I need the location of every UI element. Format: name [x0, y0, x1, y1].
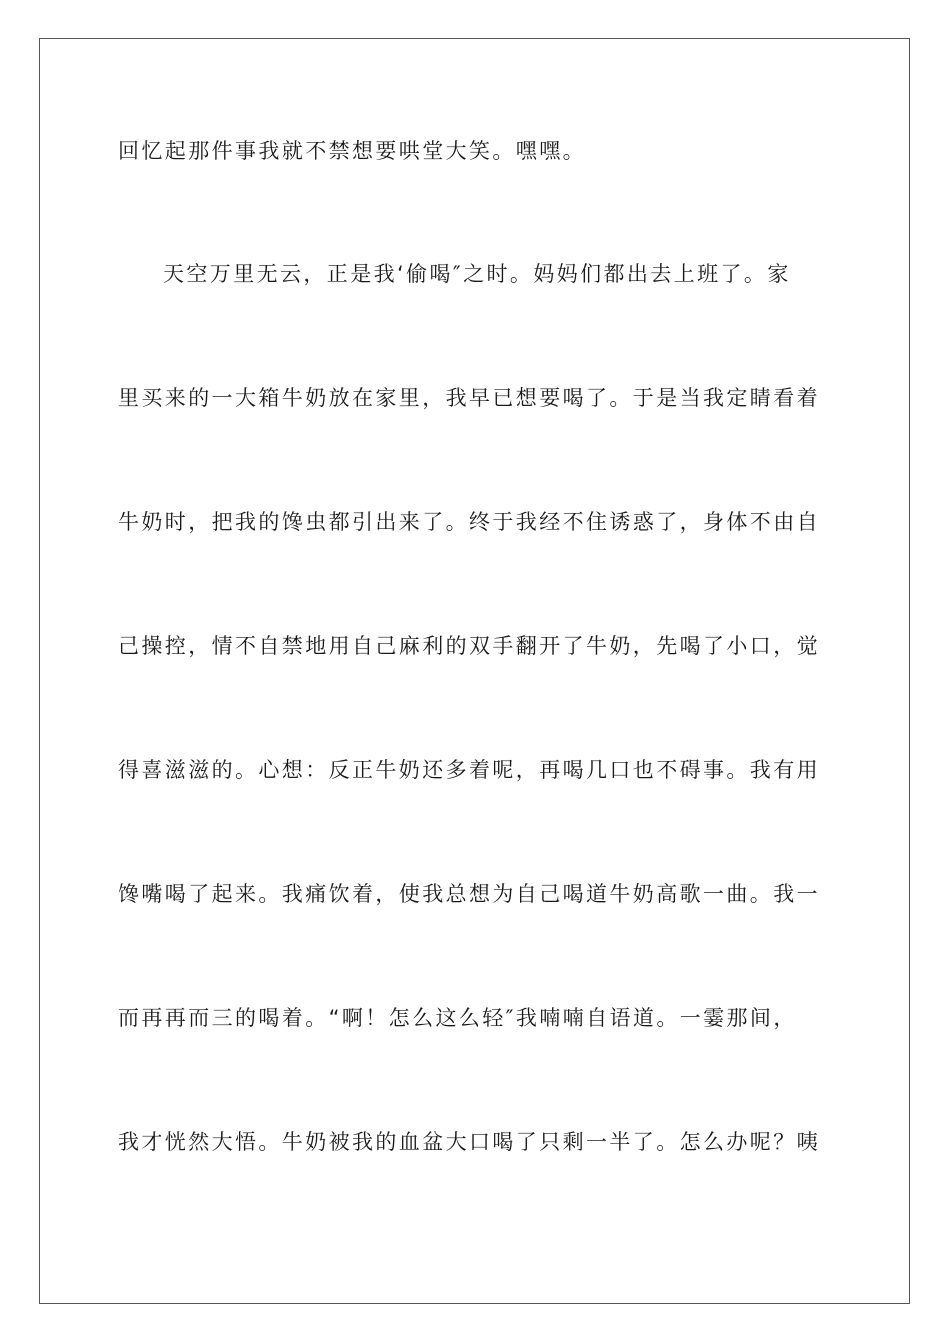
text-line-2: 天空万里无云，正是我‘偷喝″之时。妈妈们都出去上班了。家	[163, 262, 791, 286]
text-line-6: 得喜滋滋的。心想：反正牛奶还多着呢，再喝几口也不碍事。我有用	[118, 758, 820, 782]
text-line-8: 而再再而三的喝着。“啊！怎么这么轻″我喃喃自语道。一霎那间，	[118, 1006, 797, 1030]
text-line-7: 馋嘴喝了起来。我痛饮着，使我总想为自己喝道牛奶高歌一曲。我一	[118, 882, 820, 906]
text-line-3: 里买来的一大箱牛奶放在家里，我早已想要喝了。于是当我定睛看着	[118, 386, 820, 410]
text-line-1: 回忆起那件事我就不禁想要哄堂大笑。嘿嘿。	[118, 139, 586, 163]
text-line-5: 己操控，情不自禁地用自己麻利的双手翻开了牛奶，先喝了小口，觉	[118, 634, 820, 658]
text-line-9: 我才恍然大悟。牛奶被我的血盆大口喝了只剩一半了。怎么办呢？咦	[118, 1130, 820, 1154]
text-line-4: 牛奶时，把我的馋虫都引出来了。终于我经不住诱惑了，身体不由自	[118, 510, 820, 534]
page-border	[39, 38, 910, 1304]
